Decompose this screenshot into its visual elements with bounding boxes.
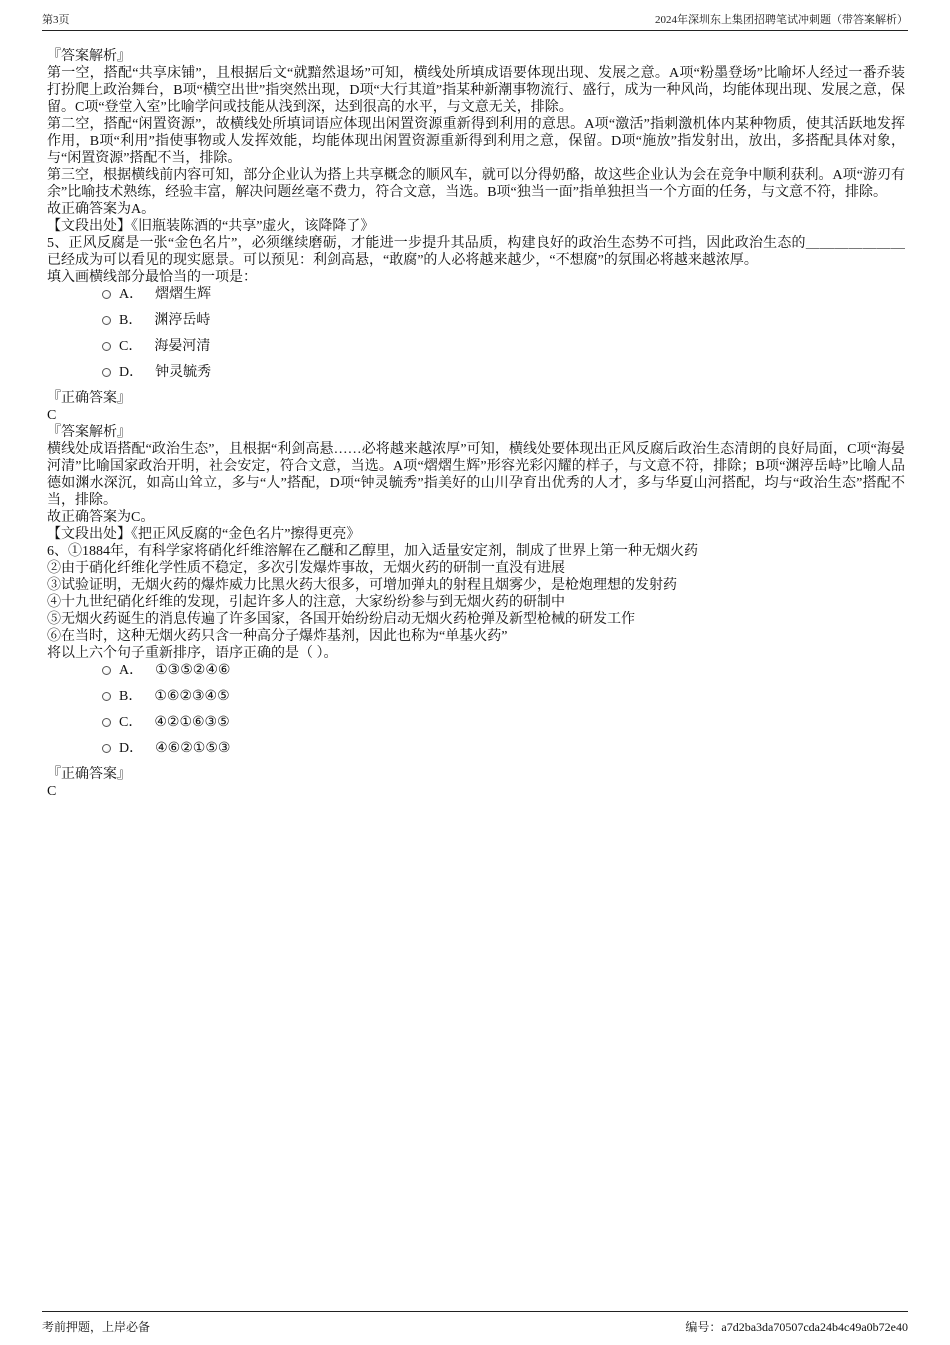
question5-option-c[interactable] bbox=[102, 338, 905, 355]
analysis-paragraph-1: 第一空，搭配“共享床铺”，且根据后文“就黯然退场”可知，横线处所填成语要体现出现、发展之意。A项“粉墨登场”比喻坏人经过一番乔装打扮爬上政治舞台，B项“横空出世”指突然出现，D项“大行其道”指某种新潮事物流行、盛行，成为一种风尚，均能体现出现、发展之意，保留。C项“登堂入室”比喻学问或技能从浅到深，达到很高的水平，与文意无关，排除。 bbox=[47, 66, 905, 115]
question6-option-c[interactable] bbox=[102, 714, 905, 731]
question6-option-d[interactable] bbox=[102, 740, 905, 757]
header-divider bbox=[42, 30, 908, 31]
option-label: C． bbox=[119, 715, 143, 730]
option-text: 熠熠生辉 bbox=[155, 287, 212, 302]
analysis-paragraph-2: 第二空，搭配“闲置资源”，故横线处所填词语应体现出闲置资源重新得到利用的意思。A项“激活”指刺激机体内某种物质，使其活跃地发挥作用，B项“利用”指使事物或人发挥效能，均能体现出闲置资源重新得到利用之意，保留。D项“施放”指发射出，放出，多搭配具体对象，与“闲置资源”搭配不当，排除。 bbox=[47, 117, 905, 166]
question6-sentence-3: ③试验证明，无烟火药的爆炸威力比黑火药大很多，可增加弹丸的射程且烟雾少，是枪炮理想的发射药 bbox=[47, 578, 677, 593]
radio-button-icon[interactable] bbox=[102, 718, 111, 727]
question6-sentence-5: ⑤无烟火药诞生的消息传遍了许多国家，各国开始纷纷启动无烟火药枪弹及新型枪械的研发工作 bbox=[47, 612, 635, 627]
radio-button-icon[interactable] bbox=[102, 342, 111, 351]
radio-button-icon[interactable] bbox=[102, 666, 111, 675]
radio-button-icon[interactable] bbox=[102, 290, 111, 299]
option-label: A． bbox=[119, 663, 144, 678]
answer-statement: 故正确答案为A。 bbox=[47, 202, 156, 217]
question5-option-d[interactable] bbox=[102, 364, 905, 381]
correct-answer-header: 『正确答案』 bbox=[47, 391, 131, 406]
question6-option-b[interactable] bbox=[102, 688, 905, 705]
question6-option-a[interactable] bbox=[102, 662, 905, 679]
option-text: ①⑥②③④⑤ bbox=[154, 689, 230, 704]
radio-button-icon[interactable] bbox=[102, 316, 111, 325]
option-label: D． bbox=[119, 365, 144, 380]
question5-option-a[interactable] bbox=[102, 286, 905, 303]
question5-prompt: 填入画横线部分最恰当的一项是： bbox=[47, 270, 257, 285]
document-id: 编号：a7d2ba3da70507cda24b4c49a0b72e40 bbox=[685, 1320, 908, 1334]
question5-stem: 5、正风反腐是一张“金色名片”，必须继续磨砺，才能进一步提升其品质，构建良好的政治生态势不可挡，因此政治生态的＿＿＿＿＿＿＿已经成为可以看见的现实愿景。可以预见：利剑高悬，“敢腐”的人必将越来越少，“不想腐”的氛围必将越来越浓厚。 bbox=[47, 236, 905, 268]
analysis-header: 『答案解析』 bbox=[47, 49, 131, 64]
document-content bbox=[47, 48, 905, 800]
question6-sentence-1: 6、①1884年，有科学家将硝化纤维溶解在乙醚和乙醇里，加入适量安定剂，制成了世界上第一种无烟火药 bbox=[47, 544, 698, 559]
correct-answer-value: C bbox=[47, 408, 57, 423]
option-label: D． bbox=[119, 741, 144, 756]
question6-sentence-2: ②由于硝化纤维化学性质不稳定，多次引发爆炸事故，无烟火药的研制一直没有进展 bbox=[47, 561, 565, 576]
option-text: 渊渟岳峙 bbox=[154, 313, 211, 328]
page-footer bbox=[42, 1318, 908, 1335]
question6-prompt: 将以上六个句子重新排序，语序正确的是（ ）。 bbox=[47, 646, 338, 661]
option-label: A． bbox=[119, 287, 144, 302]
question6-sentence-4: ④十九世纪硝化纤维的发现，引起许多人的注意，大家纷纷参与到无烟火药的研制中 bbox=[47, 595, 565, 610]
source-reference: 【文段出处】《把正风反腐的“金色名片”擦得更亮》 bbox=[47, 527, 361, 542]
radio-button-icon[interactable] bbox=[102, 692, 111, 701]
option-text: 海晏河清 bbox=[154, 339, 211, 354]
option-text: ①③⑤②④⑥ bbox=[155, 663, 231, 678]
answer-statement: 故正确答案为C。 bbox=[47, 510, 155, 525]
option-text: 钟灵毓秀 bbox=[155, 365, 212, 380]
radio-button-icon[interactable] bbox=[102, 368, 111, 377]
option-label: C． bbox=[119, 339, 143, 354]
radio-button-icon[interactable] bbox=[102, 744, 111, 753]
option-text: ④⑥②①⑤③ bbox=[155, 741, 231, 756]
document-title: 2024年深圳东上集团招聘笔试冲刺题（带答案解析） bbox=[655, 14, 908, 26]
option-label: B． bbox=[119, 313, 143, 328]
question6-sentence-6: ⑥在当时，这种无烟火药只含一种高分子爆炸基剂，因此也称为“单基火药” bbox=[47, 629, 508, 644]
correct-answer-header: 『正确答案』 bbox=[47, 767, 131, 782]
footer-divider bbox=[42, 1311, 908, 1312]
page-number: 第3页 bbox=[42, 14, 70, 26]
correct-answer-value: C bbox=[47, 784, 57, 799]
question5-option-b[interactable] bbox=[102, 312, 905, 329]
footer-slogan: 考前押题，上岸必备 bbox=[42, 1320, 151, 1334]
option-label: B． bbox=[119, 689, 143, 704]
page-header bbox=[42, 11, 908, 27]
option-text: ④②①⑥③⑤ bbox=[154, 715, 230, 730]
source-reference: 【文段出处】《旧瓶装陈酒的“共享”虚火，该降降了》 bbox=[47, 219, 375, 234]
question5-analysis: 横线处成语搭配“政治生态”，且根据“利剑高悬……必将越来越浓厚”可知，横线处要体现出正风反腐后政治生态清朗的良好局面，C项“海晏河清”比喻国家政治开明，社会安定，符合文意，当选。A项“熠熠生辉”形容光彩闪耀的样子，与文意不符，排除；B项“渊渟岳峙”比喻人品德如渊水深沉，如高山耸立，多与“人”搭配，D项“钟灵毓秀”指美好的山川孕育出优秀的人才，多与华夏山河搭配，均与“政治生态”搭配不当，排除。 bbox=[47, 442, 905, 508]
analysis-paragraph-3: 第三空，根据横线前内容可知，部分企业认为搭上共享概念的顺风车，就可以分得奶酪，故这些企业认为会在竞争中顺利获利。A项“游刃有余”比喻技术熟练，经验丰富，解决问题丝毫不费力，符合文意，当选。B项“独当一面”指单独担当一个方面的任务，与文意不符，排除。 bbox=[47, 168, 905, 200]
analysis-header: 『答案解析』 bbox=[47, 425, 131, 440]
